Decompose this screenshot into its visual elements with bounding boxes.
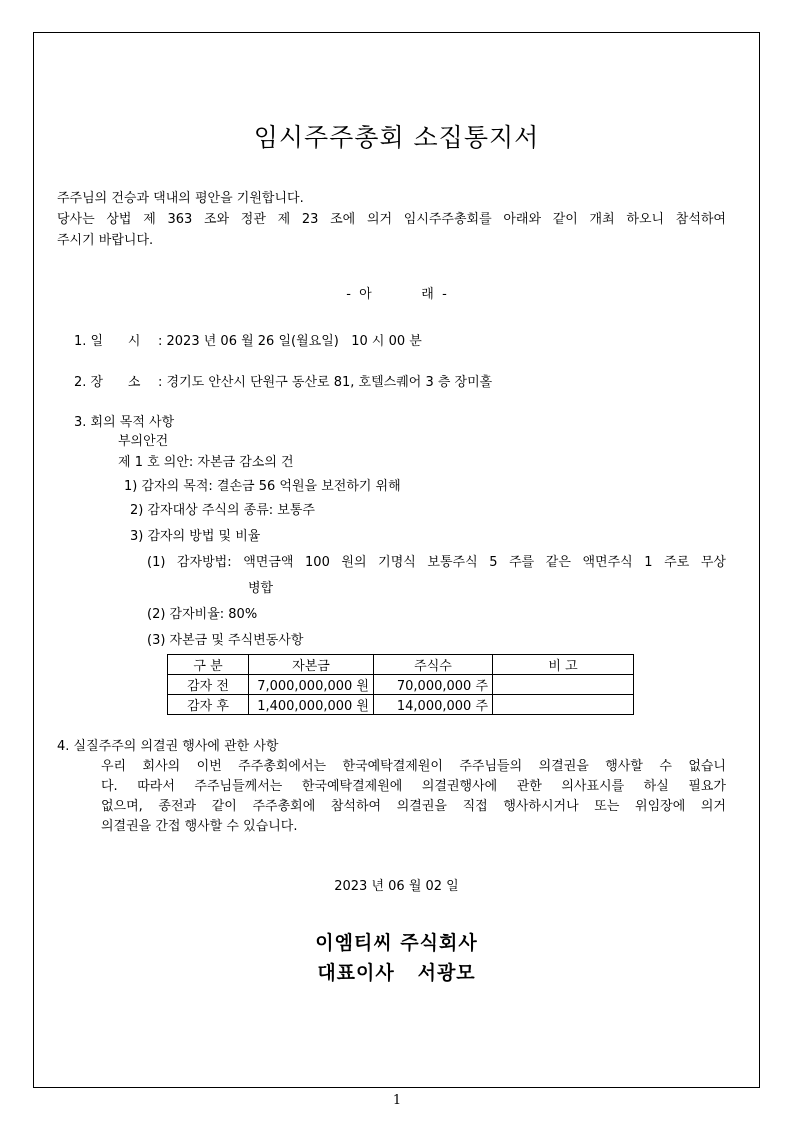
agenda-heading: 3. 회의 목적 사항: [74, 415, 175, 430]
greeting-line-1: 주주님의 건승과 댁내의 평안을 기원합니다.: [57, 191, 304, 206]
page-number: 1: [392, 1093, 402, 1108]
method-ratio: (2) 감자비율: 80%: [147, 607, 258, 622]
table-header-cell: 자본금: [249, 655, 374, 675]
table-row: [168, 695, 634, 715]
notice-date: 2023 년 06 월 02 일: [334, 879, 459, 894]
table-cell: 1,400,000,000 원: [249, 695, 374, 715]
table-cell: 7,000,000,000 원: [249, 675, 374, 695]
table-header-row: [168, 655, 634, 675]
voting-line-2: 다. 따라서 주주님들께서는 한국예탁결제원에 의결권행사에 관한 의사표시를 하실 필요가: [101, 779, 726, 794]
table-row: [168, 675, 634, 695]
capital-change-table: [167, 654, 634, 715]
greeting-line-2: 당사는 상법 제 363 조와 정관 제 23 조에 의거 임시주주총회를 아래와 같이 개최 하오니 참석하여: [57, 212, 726, 227]
table-header-cell: 비 고: [493, 655, 634, 675]
below-marker: - 아 래 -: [346, 287, 447, 302]
agenda-point-3: 3) 감자의 방법 및 비율: [130, 529, 261, 544]
agenda-subheading: 부의안건: [118, 434, 169, 449]
method-line-1: (1) 감자방법: 액면금액 100 원의 기명식 보통주식 5 주를 같은 액면주식 1 주로 무상: [147, 555, 726, 570]
agenda-point-1: 1) 감자의 목적: 결손금 56 억원을 보전하기 위해: [124, 479, 401, 494]
table-cell: 감자 전: [168, 675, 249, 695]
item-place-label: 2. 장 소: [74, 375, 141, 390]
table-cell: 14,000,000 주: [374, 695, 493, 715]
table-cell: [493, 695, 634, 715]
table-header-cell: 구 분: [168, 655, 249, 675]
method-capital-change: (3) 자본금 및 주식변동사항: [147, 633, 304, 648]
method-line-1-cont: 병합: [248, 581, 274, 596]
agenda-point-2: 2) 감자대상 주식의 종류: 보통주: [130, 503, 315, 518]
agenda-item-1: 제 1 호 의안: 자본금 감소의 건: [118, 455, 294, 470]
table-cell: [493, 675, 634, 695]
greeting-line-3: 주시기 바랍니다.: [57, 233, 154, 248]
voting-heading: 4. 실질주주의 의결권 행사에 관한 사항: [57, 739, 279, 754]
item-place-value: : 경기도 안산시 단원구 동산로 81, 호텔스퀘어 3 층 장미홀: [158, 375, 493, 390]
voting-line-1: 우리 회사의 이번 주주총회에서는 한국예탁결제원이 주주님들의 의결권을 행사할 수 없습니: [101, 759, 726, 774]
ceo-name: 대표이사 서광모: [317, 962, 476, 984]
voting-line-3: 없으며, 종전과 같이 주주총회에 참석하여 의결권을 직접 행사하시거나 또는 위임장에 의거: [101, 799, 726, 814]
table-header-cell: 주식수: [374, 655, 493, 675]
voting-line-4: 의결권을 간접 행사할 수 있습니다.: [101, 819, 298, 834]
table-cell: 감자 후: [168, 695, 249, 715]
company-name: 이엠티씨 주식회사: [315, 932, 478, 954]
document-title: 임시주주총회 소집통지서: [253, 123, 540, 152]
table-cell: 70,000,000 주: [374, 675, 493, 695]
item-date-value: : 2023 년 06 월 26 일(월요일) 10 시 00 분: [158, 334, 422, 349]
item-date-label: 1. 일 시: [74, 334, 141, 349]
